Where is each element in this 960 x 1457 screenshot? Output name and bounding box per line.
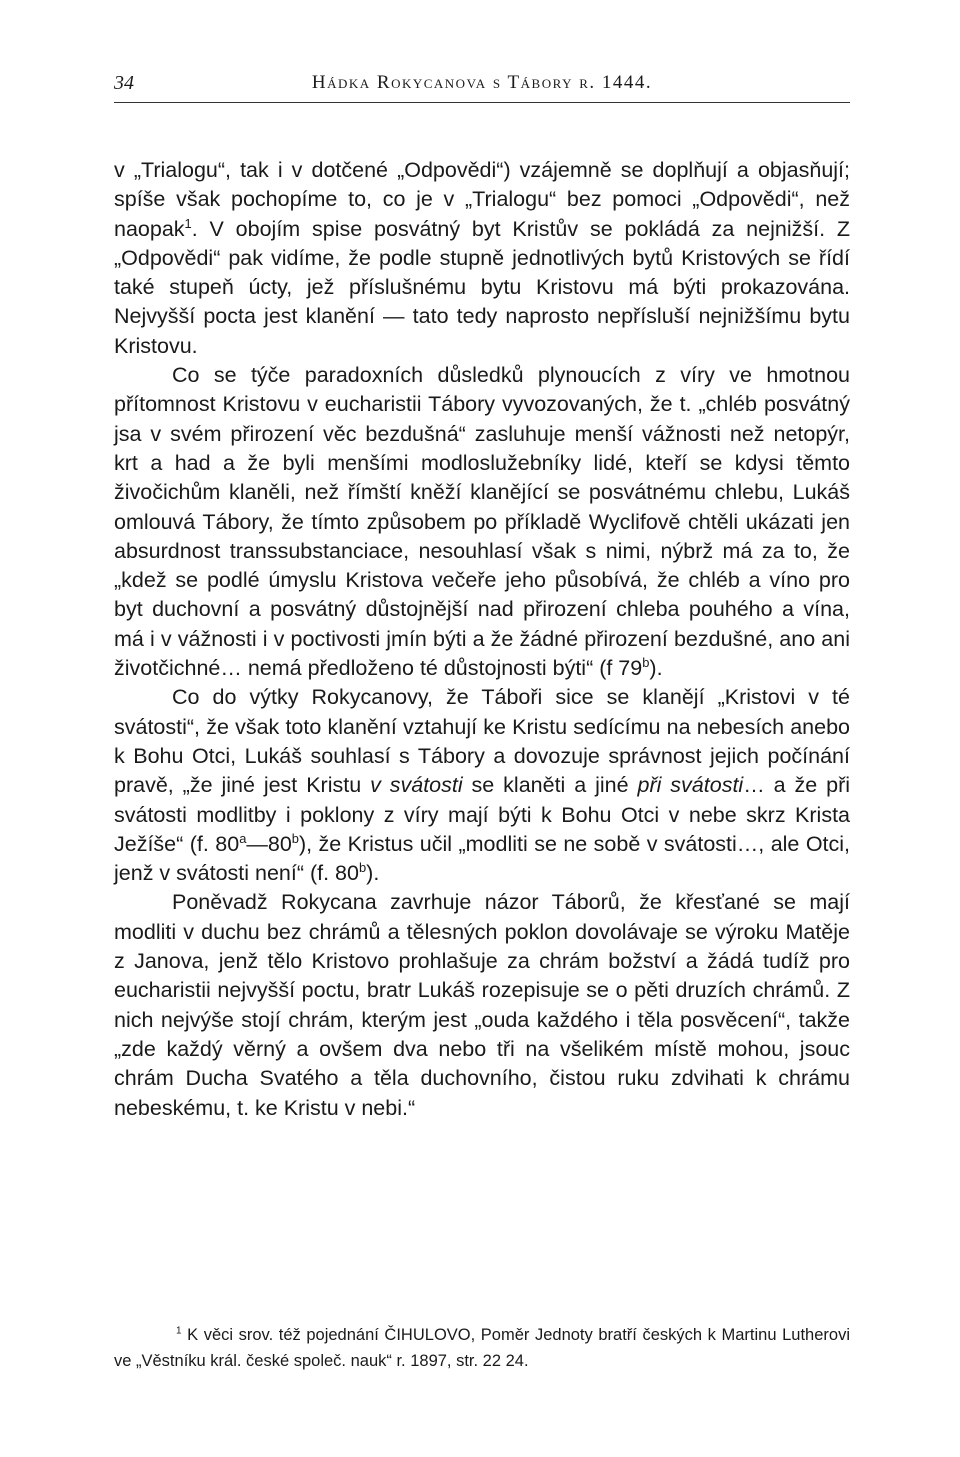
italic-text: při svátosti: [637, 773, 744, 798]
folio-superscript: a: [239, 830, 247, 846]
paragraph-4: Poněvadž Rokycana zavrhuje názor Táborů, že křesťané se mají modliti v duchu bez chrámů a tělesných poklon dovolávaje se výroku Matěje z Janova, jenž tělo Kristovo prohlašuje za chrám božství a žádá tudíž pro eucharistii nejvyšší poctu, bratr Lukáš rozepisuje se o pěti druzích chrámů. Z nich nejvýše stojí chrám, kterým jest „ouda každého i těla posvěcení“, takže „zde každý věrný a ovšem dva nebo tři na všelikém místě mohou, jsouc chrám Ducha Svatého a těla duchovního, čistou ruku zdvihati k chrámu nebeskému, t. ke Kristu v nebi.“: [114, 890, 850, 1120]
running-title: Hádka Rokycanova s Tábory r. 1444.: [311, 72, 653, 93]
paragraph-1: [114, 156, 850, 361]
text-run: ).: [366, 861, 380, 886]
folio-superscript: b: [642, 654, 650, 670]
italic-text: v svátosti: [370, 773, 463, 798]
folio-superscript: b: [358, 859, 367, 875]
running-header: [114, 72, 850, 103]
page-number: 34: [114, 72, 134, 94]
text-run: se klaněti a jiné: [462, 773, 638, 798]
folio-superscript: b: [291, 830, 299, 846]
text-run: … a že při svátosti modlitby i poklony z víry mají býti k Bohu Otci v nebe skrz Krista Ježíše“ (f. 80: [114, 773, 851, 856]
text-run: ).: [649, 656, 663, 681]
text-run: —80: [246, 831, 292, 856]
footnote-text: K věci srov. též pojednání ČIHULOVO, Poměr Jednoty bratří českých k Martinu Lutherovi ve „Věstníku král. české společ. nauk“ r. 1897, str. 22 24.: [114, 1326, 850, 1370]
text-run: ), že Kristus učil „modliti se ne sobě v svátosti…, ale Otci, jenž v svátosti není“ (f. 80: [114, 831, 851, 886]
text-run: v „Trialogu“, tak i v dotčené „Odpovědi“) vzájemně se doplňují a objasňují; spíše však pochopíme to, co je v „Trialogu“ bez pomoci „Odpovědi“, než naopak: [114, 158, 850, 241]
footnote-marker: 1: [176, 1325, 182, 1337]
paragraph-3: [114, 683, 850, 888]
footnotes: [114, 1322, 850, 1374]
footnote-ref: 1: [184, 215, 192, 231]
text-run: . V obojím spise posvátný byt Kristův se pokládá za nejnižší. Z „Odpovědi“ pak vidíme, že podle stupně jednotlivých bytů Kristových se řídí také stupeň úcty, jež příslušnému bytu Kristovu má býti prokazována. Nejvyšší pocta jest klanění — tato tedy naprosto nepřísluší nejnižšímu bytu Kristovu.: [114, 216, 850, 358]
footnote-1: [114, 1322, 850, 1374]
text-run: Co se týče paradoxních důsledků plynoucích z víry ve hmotnou přítomnost Kristovu v eucharistii Tábory vyvozovaných, že t. „chléb posvátný jsa v svém přirození věc bezdušná“ zasluhuje menší vážnosti než netopýr, krt a had a že byli menšími modloslužebníky lidé, kteří se kdysi těmto živočichům klaněli, než římští kněží klanějící se posvátnému chlebu, Lukáš omlouvá Tábory, že tímto způsobem po příkladě Wyclifově chtěli ukázati jen absurdnost transsubstanciace, nesouhlasí však s nimi, nýbrž má za to, že „kdež se podlé úmyslu Kristova večeře jeho působívá, že chléb a víno pro byt duchovní a posvátný důstojnější nad přirození chleba pouhého a vína, má i v vážnosti i v poctivosti jmín býti a že žádné přirození bezdušné, ano ani životčichné… nemá předloženo té důstojnosti býti“ (f 79: [114, 363, 850, 681]
paragraph-2: [114, 361, 850, 683]
text-run: Co do výtky Rokycanovy, že Táboři sice se klanějí „Kristovi v té svátosti“, že však toto klanění vztahují ke Kristu sedícímu na nebesích anebo k Bohu Otci, Lukáš souhlasí s Tábory a dovozuje správnost jejich počínání pravě, „že jiné jest Kristu: [114, 685, 850, 798]
body-text: [114, 156, 850, 1123]
